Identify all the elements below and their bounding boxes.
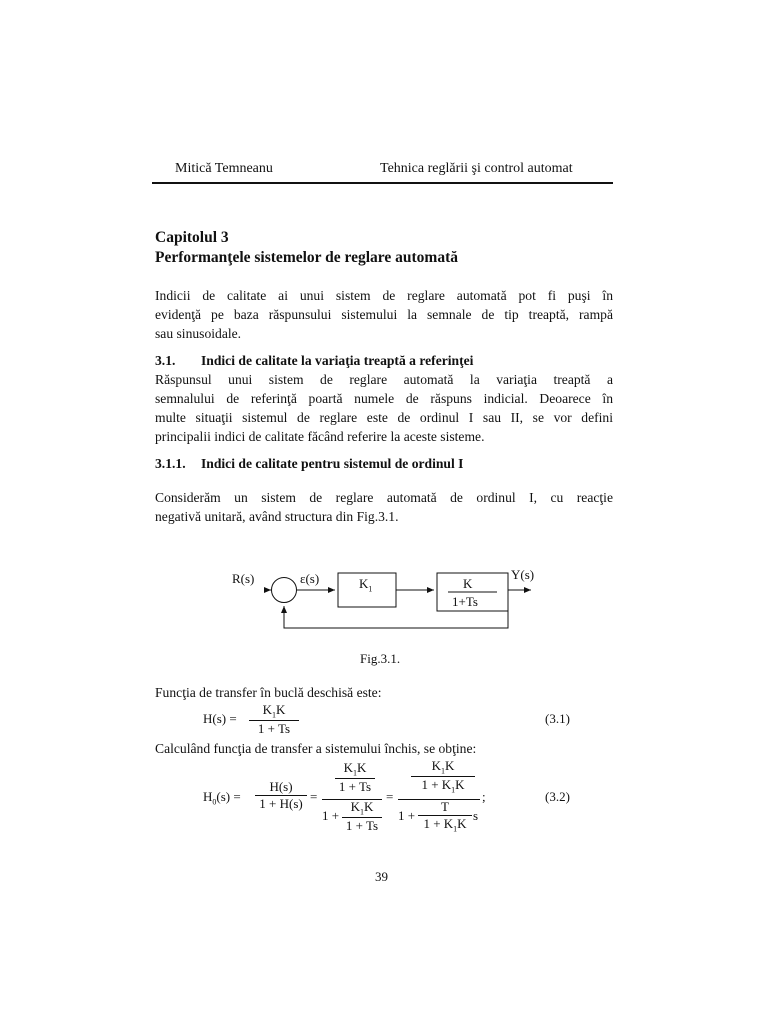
chapter-title: Performanţele sistemelor de reglare automată	[155, 249, 459, 266]
fraction-denominator: 1 + Ts	[338, 778, 372, 794]
fraction-denominator: 1 + Ts	[345, 817, 379, 833]
figure-caption: Fig.3.1.	[360, 651, 401, 666]
fraction-denominator: $1 + K_1K$	[421, 776, 465, 795]
eq-3-1-fraction	[249, 702, 299, 737]
fraction-denominator: $1 + K_1K$	[423, 816, 467, 834]
intro-line: sau sinusoidale.	[155, 326, 242, 341]
paragraph-line: semnalului de referinţă poartă numele de răspuns indicial. Deoarece în	[155, 391, 613, 406]
one-plus: 1 +	[398, 808, 416, 823]
eq-3-2-lhs: $H_0(s)$ =	[203, 789, 241, 807]
summing-junction	[272, 578, 297, 603]
section-3-1-1-paragraph	[155, 488, 613, 526]
error-label: ε(s)	[300, 571, 320, 586]
controller-gain-subscript: 1	[368, 584, 373, 594]
eq-3-1-intro: Funcţia de transfer în buclă deschisă este:	[155, 685, 382, 700]
equals-sign: =	[386, 789, 394, 804]
section-3-1-1-number: 3.1.1.	[155, 456, 186, 471]
controller-label	[359, 576, 372, 594]
chapter-number: Capitolul 3	[155, 229, 229, 246]
paragraph-line: negativă unitară, având structura din Fig.3.1.	[155, 509, 399, 524]
plant-denominator: 1+Ts	[452, 594, 478, 609]
eq-3-1-lhs: H(s) =	[203, 711, 237, 726]
eq-3-1-numerator: $K_1K$	[262, 702, 286, 720]
fraction-numerator: $K_1K$	[350, 799, 374, 817]
eq-3-2-label: (3.2)	[545, 789, 570, 804]
paragraph-line: multe situaţii sistemul de reglare este de ordinul I sau II, se vor defini	[155, 410, 613, 425]
section-3-1-title: Indici de calitate la variaţia treaptă a referinţei	[201, 353, 474, 368]
input-label: R(s)	[232, 571, 255, 586]
fraction-numerator: $K_1K$	[343, 760, 367, 778]
equals-sign: =	[310, 789, 318, 804]
intro-paragraph	[155, 286, 613, 343]
eq-3-2-fraction-1	[255, 779, 307, 812]
semicolon: ;	[482, 789, 486, 804]
fraction-denominator: 1 + H(s)	[259, 796, 303, 811]
variable-s: s	[473, 808, 479, 823]
eq-3-2-fraction-3-numerator	[411, 758, 475, 794]
fraction-numerator: $K_1K$	[431, 758, 455, 776]
paragraph-line: Considerăm un sistem de reglare automată de ordinul I, cu reacţie	[155, 490, 613, 505]
eq-3-2-inner-numerator	[335, 760, 375, 795]
header-rule	[152, 182, 613, 184]
section-3-1-number: 3.1.	[155, 353, 176, 368]
controller-gain: K	[359, 576, 369, 591]
fraction-numerator: H(s)	[269, 779, 293, 794]
fraction-numerator: T	[441, 799, 449, 814]
eq-3-2-inner-denominator	[342, 799, 382, 834]
plant-numerator: K	[463, 576, 473, 591]
intro-line: evidenţă pe baza răspunsului sistemului la semnale de tip treaptă, rampă	[155, 307, 613, 322]
running-header-title: Tehnica reglării şi control automat	[380, 161, 573, 176]
intro-line: Indicii de calitate ai unui sistem de reglare automată pot fi puşi în	[155, 288, 613, 303]
output-label: Y(s)	[511, 567, 535, 582]
paragraph-line: principalii indici de calitate făcând referire la aceste sisteme.	[155, 429, 485, 444]
paragraph-line: Răspunsul unui sistem de reglare automată la variaţia treaptă a	[155, 372, 613, 387]
section-3-1-paragraph	[155, 370, 613, 446]
eq-3-2-intro: Calculând funcţia de transfer a sistemului închis, se obţine:	[155, 741, 477, 756]
running-header-author: Mitică Temneanu	[175, 161, 273, 176]
section-3-1-1-title: Indici de calitate pentru sistemul de ordinul I	[201, 456, 464, 471]
eq-3-1-label: (3.1)	[545, 711, 570, 726]
eq-3-1-denominator: 1 + Ts	[257, 720, 291, 736]
page-number: 39	[375, 869, 388, 884]
block-diagram	[220, 560, 550, 640]
one-plus: 1 +	[322, 808, 340, 823]
eq-3-2-fraction-3-denominator	[418, 799, 472, 834]
